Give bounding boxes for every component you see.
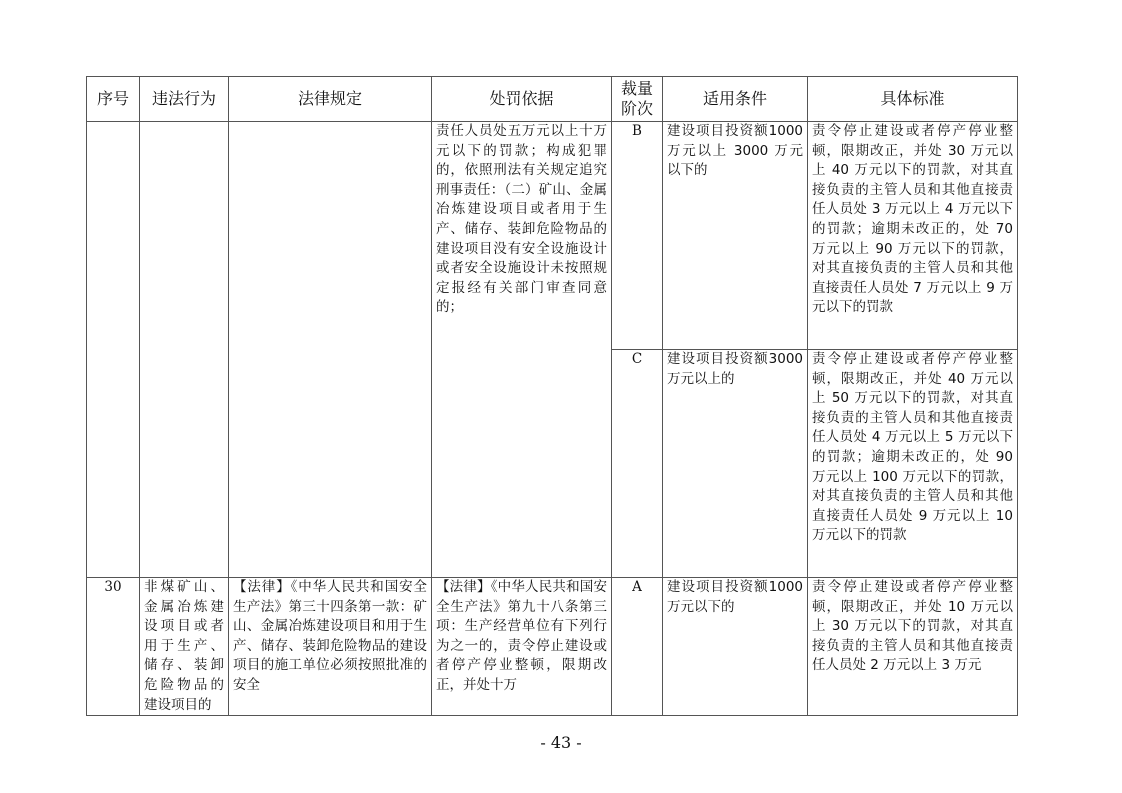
header-serial-no: 序号 [87, 77, 140, 122]
cell-condition-c: 建设项目投资额3000 万元以上的 [663, 350, 808, 578]
table-row [87, 578, 1018, 716]
cell-standard-b: 责令停止建设或者停产停业整顿，限期改正，并处 30 万元以上 40 万元以下的罚款，对其直接负责的主管人员和其他直接责任人员处 3 万元以上 4 万元以下的罚款；逾期未改正的，处 70 万元以上 90 万元以下的罚款，对其直接负责的主管人员和其他直接责任人员处 7 万元以上 9 万元以下的罚款 [808, 122, 1018, 350]
cell-level-a: A [612, 578, 663, 716]
cell-legal-provision: 【法律】《中华人民共和国安全生产法》第三十四条第一款：矿山、金属冶炼建设项目和用于生产、储存、装卸危险物品的建设项目的施工单位必须按照批准的安全 [229, 578, 432, 716]
cell-violation-empty [140, 122, 229, 578]
cell-serial-no-empty [87, 122, 140, 578]
cell-legal-provision-empty [229, 122, 432, 578]
header-legal-provision: 法律规定 [229, 77, 432, 122]
header-applicable-condition: 适用条件 [663, 77, 808, 122]
cell-level-c: C [612, 350, 663, 578]
cell-serial-no: 30 [87, 578, 140, 716]
cell-penalty-basis: 责任人员处五万元以上十万元以下的罚款；构成犯罪的，依照刑法有关规定追究刑事责任：（二）矿山、金属冶炼建设项目或者用于生产、储存、装卸危险物品的建设项目没有安全设施设计或者安全设施设计未按照规定报经有关部门审查同意的； [432, 122, 612, 578]
cell-standard-a: 责令停止建设或者停产停业整顿，限期改正，并处 10 万元以上 30 万元以下的罚款，对其直接负责的主管人员和其他直接责任人员处 2 万元以上 3 万元 [808, 578, 1018, 716]
penalty-standards-table [86, 76, 1018, 716]
cell-condition-b: 建设项目投资额1000 万元以上 3000 万元以下的 [663, 122, 808, 350]
header-discretion-level: 裁量 阶次 [612, 77, 663, 122]
header-penalty-basis: 处罚依据 [432, 77, 612, 122]
cell-level-b: B [612, 122, 663, 350]
cell-penalty-basis: 【法律】《中华人民共和国安全生产法》第九十八条第三项：生产经营单位有下列行为之一的，责令停止建设或者停产停业整顿，限期改正，并处十万 [432, 578, 612, 716]
header-violation: 违法行为 [140, 77, 229, 122]
page-number: - 43 - [540, 733, 582, 752]
header-specific-standard: 具体标准 [808, 77, 1018, 122]
cell-standard-c: 责令停止建设或者停产停业整顿，限期改正，并处 40 万元以上 50 万元以下的罚款，对其直接负责的主管人员和其他直接责任人员处 4 万元以上 5 万元以下的罚款；逾期未改正的，处 90 万元以上 100 万元以下的罚款，对其直接负责的主管人员和其他直接责任人员处 9 万元以上 10 万元以下的罚款 [808, 350, 1018, 578]
table-row [87, 122, 1018, 350]
cell-violation: 非煤矿山、金属冶炼建设项目或者用于生产、储存、装卸危险物品的建设项目的 [140, 578, 229, 716]
table-header-row [87, 77, 1018, 122]
cell-condition-a: 建设项目投资额1000 万元以下的 [663, 578, 808, 716]
